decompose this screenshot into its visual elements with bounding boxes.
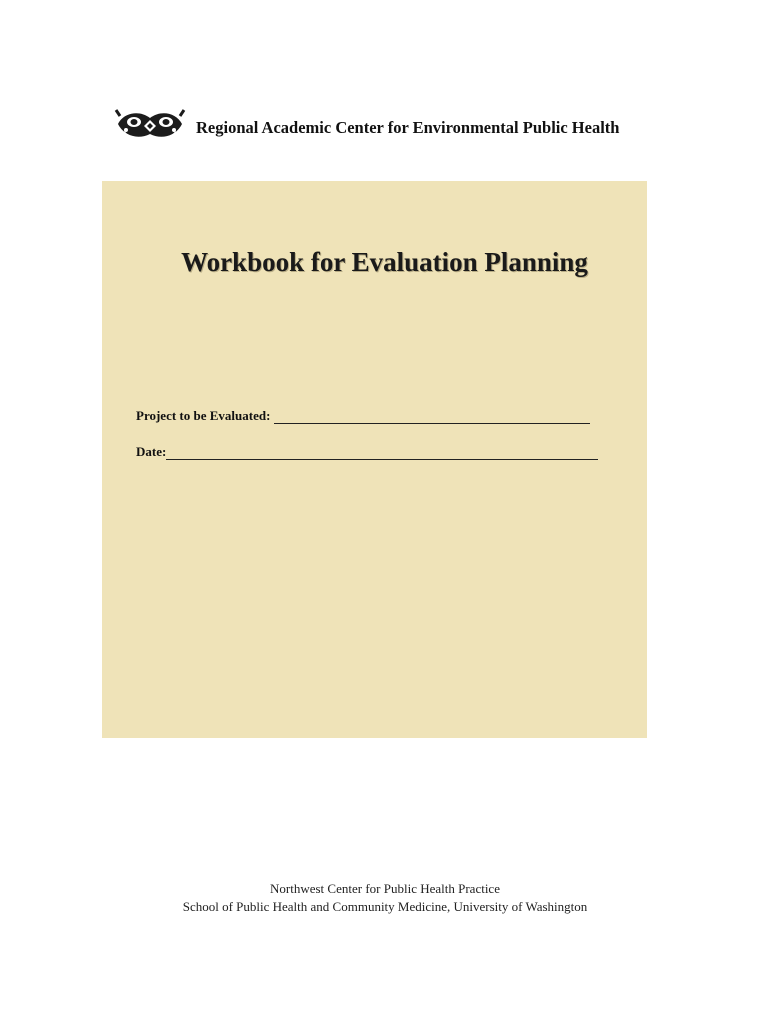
page-header: [114, 104, 674, 150]
date-field-blank-line: [166, 445, 598, 460]
project-field-blank-line: [274, 409, 590, 424]
document-title: Workbook for Evaluation Planning: [181, 247, 588, 277]
date-field-label: Date:: [136, 444, 167, 459]
organization-name: Regional Academic Center for Environmental Public Health: [196, 118, 620, 137]
cover-panel: [102, 181, 647, 738]
footer-center-name: Northwest Center for Public Health Practice: [270, 881, 500, 896]
native-art-crest-logo-icon: [114, 106, 186, 146]
footer-school-name: School of Public Health and Community Medicine, University of Washington: [182, 899, 588, 914]
project-field-label: Project to be Evaluated:: [136, 408, 271, 423]
project-field: [136, 408, 590, 424]
date-field: [136, 444, 598, 460]
page-footer: [0, 880, 770, 916]
